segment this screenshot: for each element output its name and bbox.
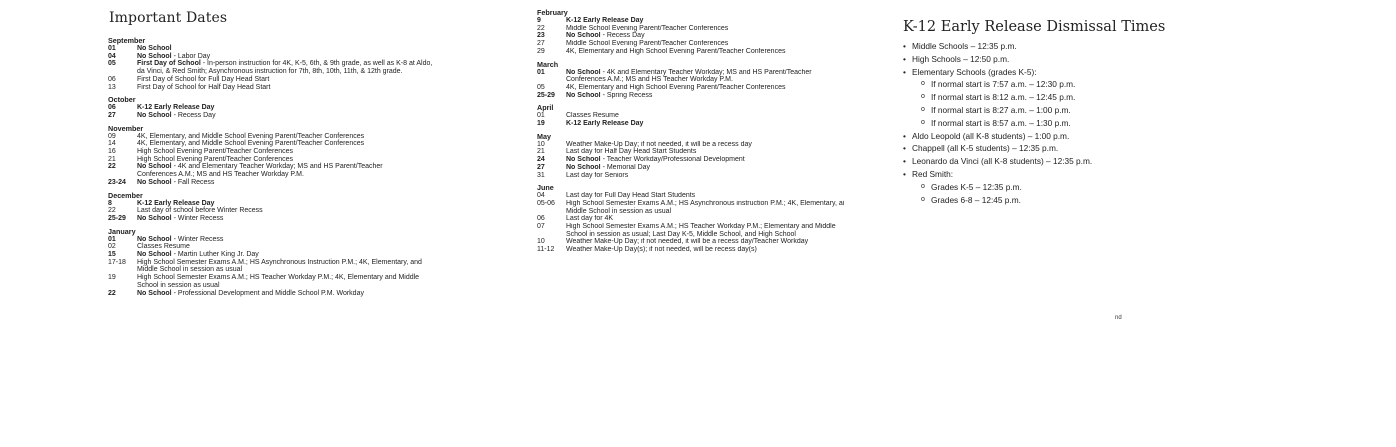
entry-date: 07 [537, 223, 545, 231]
sub-list-item: o If normal start is 8:12 a.m. – 12:45 p.m. [903, 91, 1243, 104]
important-dates-title: Important Dates [109, 10, 228, 26]
date-entry [537, 148, 872, 156]
list-item: • Middle Schools – 12:35 p.m. [903, 40, 1243, 53]
entry-description [137, 200, 528, 208]
date-entry [108, 156, 528, 164]
entry-description: Classes Resume [566, 112, 619, 120]
entry-date: 01 [108, 45, 116, 52]
entry-highlight: No School [137, 235, 172, 243]
date-entry [108, 163, 528, 178]
month-section [108, 125, 528, 187]
entry-description: Last day for 4K [566, 215, 614, 223]
date-entry [108, 140, 528, 148]
entry-description: Weather Make-Up Day; if not needed, it will be a recess day/Teacher Workday [566, 238, 809, 246]
entry-description: Middle School Evening Parent/Teacher Conferences [566, 24, 729, 32]
entry-date: 8 [108, 199, 112, 207]
date-entry [537, 112, 872, 120]
entry-description: No School - Labor Day [137, 52, 211, 60]
date-entry [537, 25, 872, 33]
entry-date: 22 [108, 289, 116, 297]
date-entry [108, 76, 528, 84]
entry-date: 06 [108, 104, 116, 112]
entry-date: 23 [537, 32, 545, 40]
middle-month-list [537, 9, 872, 254]
date-entry [537, 172, 872, 180]
entry-description: High School Semester Exams A.M.; HS Teacher Workday P.M.; 4K, Elementary and Middle School in session as usual [137, 274, 420, 289]
sub-list-item: o If normal start is 8:57 a.m. – 1:30 p.m. [903, 117, 1243, 130]
entry-description [566, 17, 872, 25]
entry-description: Last day for Full Day Head Start Students [566, 192, 696, 200]
month-section [537, 184, 872, 254]
entry-description: No School - Recess Day [137, 111, 216, 119]
entry-highlight: K-12 Early Release Day [566, 120, 644, 128]
month-heading: May [537, 131, 551, 141]
entry-highlight: No School [137, 178, 172, 186]
entry-description: No School - Spring Recess [566, 91, 653, 99]
entry-highlight: First Day of School [137, 60, 201, 68]
month-section [108, 96, 528, 119]
entry-description: No School - Martin Luther King Jr. Day [137, 251, 259, 259]
date-entry [108, 243, 528, 251]
entry-description: Weather Make-Up Day; if not needed, it will be a recess day [566, 140, 752, 148]
entry-date: 11-12 [537, 246, 555, 254]
month-heading: April [537, 103, 554, 113]
date-entry [108, 45, 528, 53]
date-entry [537, 84, 872, 92]
entry-description: First Day of School for Half Day Head Start [137, 83, 271, 91]
date-entry [108, 112, 528, 120]
entry-description: No School - 4K and Elementary Teacher Workday; MS and HS Parent/Teacher Conferences A.M.; MS and HS Teacher Workday P.M. [566, 68, 812, 84]
entry-date: 15 [108, 251, 116, 259]
month-section [108, 37, 528, 91]
sub-list-item: o If normal start is 8:27 a.m. – 1:00 p.m. [903, 104, 1243, 117]
date-entry [537, 200, 872, 215]
entry-description: Middle School Evening Parent/Teacher Conferences [566, 40, 729, 48]
entry-description: First Day of School for Full Day Head Start [137, 75, 270, 83]
entry-highlight: No School [137, 45, 172, 52]
entry-date: 04 [537, 192, 545, 200]
entry-date: 31 [537, 171, 545, 179]
entry-highlight: K-12 Early Release Day [566, 17, 644, 24]
entry-date: 23-24 [108, 178, 126, 186]
date-entry [108, 104, 528, 112]
entry-date: 10 [537, 140, 545, 148]
entry-description: Last day for Seniors [566, 171, 629, 179]
entry-date: 27 [537, 163, 545, 171]
date-entry [537, 92, 872, 100]
month-heading: January [108, 226, 136, 236]
month-heading: September [108, 36, 146, 45]
date-entry [108, 290, 528, 298]
entry-highlight: No School [566, 163, 601, 171]
entry-highlight: No School [137, 251, 172, 259]
date-entry [537, 215, 872, 223]
entry-date: 06 [537, 215, 545, 223]
date-entry [537, 32, 872, 40]
entry-date: 06 [108, 75, 116, 83]
entry-highlight: K-12 Early Release Day [137, 104, 215, 112]
entry-description: No School - Recess Day [566, 32, 645, 40]
sub-list-item: o If normal start is 7:57 a.m. – 12:30 p.m. [903, 78, 1243, 91]
entry-date: 22 [108, 163, 116, 171]
date-entry [537, 192, 872, 200]
sub-list-item: o Grades 6-8 – 12:45 p.m. [903, 194, 1243, 207]
list-item: • Elementary Schools (grades K-5): [903, 66, 1243, 79]
month-heading: March [537, 59, 559, 69]
entry-description: 4K, Elementary, and Middle School Evening Parent/Teacher Conferences [137, 140, 365, 148]
entry-description: First Day of School - In-person instruction for 4K, K-5, 6th, & 9th grade, as well as K-8 at Aldo, da Vinci, & Red Smith; Asynchronous instruction for 7th, 8th, 10th, 11th, & 12th grade. [137, 60, 433, 76]
left-month-list [108, 37, 528, 297]
important-dates-column [108, 10, 528, 302]
entry-highlight: No School [137, 163, 172, 171]
entry-date: 19 [537, 120, 545, 128]
month-section [537, 9, 872, 56]
entry-date: 05 [108, 60, 116, 68]
entry-highlight: No School [137, 289, 172, 297]
month-heading: November [108, 123, 144, 133]
month-section [537, 61, 872, 100]
entry-date: 14 [108, 140, 116, 148]
entry-highlight: No School [566, 156, 601, 164]
entry-date: 27 [537, 40, 545, 48]
entry-description: Last day for Half Day Head Start Students [566, 148, 697, 156]
entry-description: 4K, Elementary, and Middle School Evening Parent/Teacher Conferences [137, 132, 365, 140]
dismissal-times-title: K-12 Early Release Dismissal Times [903, 19, 1166, 35]
date-entry [537, 17, 872, 25]
entry-date: 22 [537, 24, 545, 32]
date-entry [537, 141, 872, 149]
list-item: • Red Smith: [903, 168, 1243, 181]
month-heading: October [108, 95, 136, 105]
date-entry [537, 40, 872, 48]
entry-date: 01 [537, 68, 545, 76]
entry-date: 19 [108, 274, 116, 282]
date-entry [108, 133, 528, 141]
dismissal-times-list [903, 40, 1243, 206]
date-entry [108, 53, 528, 61]
month-section [108, 228, 528, 298]
date-entry [537, 223, 872, 238]
entry-date: 9 [537, 17, 541, 24]
entry-highlight: No School [566, 91, 601, 99]
entry-date: 29 [537, 47, 545, 55]
date-entry [537, 69, 872, 84]
entry-date: 01 [108, 235, 116, 243]
entry-description: Classes Resume [137, 243, 190, 251]
date-entry [108, 259, 528, 274]
entry-date: 21 [108, 155, 116, 163]
entry-date: 13 [108, 83, 116, 91]
entry-date: 21 [537, 148, 545, 156]
date-entry [108, 200, 528, 208]
date-entry [537, 48, 872, 56]
entry-date: 09 [108, 132, 116, 140]
entry-date: 27 [108, 111, 116, 119]
entry-description: High School Semester Exams A.M.; HS Asynchronous Instruction P.M.; 4K, Elementary, and Middle School in session as usual [137, 258, 422, 274]
dismissal-times-column [903, 19, 1243, 206]
date-entry [537, 156, 872, 164]
entry-description: Weather Make-Up Day(s); if not needed, will be recess day(s) [566, 246, 757, 254]
date-entry [537, 164, 872, 172]
list-item: • Aldo Leopold (all K-8 students) – 1:00 p.m. [903, 130, 1243, 143]
entry-date: 22 [108, 207, 116, 215]
entry-date: 10 [537, 238, 545, 246]
entry-highlight: No School [566, 68, 601, 76]
date-entry [108, 215, 528, 223]
entry-description: Last day of school before Winter Recess [137, 207, 263, 215]
stray-text: nd [1115, 315, 1122, 321]
second-semester-column [537, 9, 872, 259]
entry-date: 01 [537, 112, 545, 120]
date-entry [108, 274, 528, 289]
date-entry [108, 236, 528, 244]
entry-description: High School Semester Exams A.M.; HS Asynchronous instruction P.M.; 4K, Elementary, ai Middle School in session as usual [566, 199, 845, 215]
entry-description: No School - Winter Recess [137, 214, 224, 222]
entry-description [137, 45, 528, 53]
entry-description: High School Semester Exams A.M.; HS Teacher Workday P.M.; Elementary and Middle School in session as usual; Last Day K-5, Middle School, and High School [566, 223, 836, 238]
entry-description: No School - Professional Development and Middle School P.M. Workday [137, 289, 364, 297]
entry-highlight: No School [137, 214, 172, 222]
entry-date: 05 [537, 83, 545, 91]
entry-description: No School - Winter Recess [137, 235, 224, 243]
month-heading: February [537, 8, 568, 17]
entry-description: 4K, Elementary and High School Evening Parent/Teacher Conferences [566, 47, 786, 55]
date-entry [108, 60, 528, 75]
date-entry [108, 179, 528, 187]
entry-date: 24 [537, 156, 545, 164]
entry-highlight: No School [566, 32, 601, 40]
month-section [537, 104, 872, 127]
date-entry [537, 238, 872, 246]
entry-description: No School - Memorial Day [566, 163, 651, 171]
list-item: • Leonardo da Vinci (all K-8 students) – 12:35 p.m. [903, 155, 1243, 168]
entry-description [137, 104, 528, 112]
date-entry [537, 120, 872, 128]
entry-description: 4K, Elementary and High School Evening Parent/Teacher Conferences [566, 83, 786, 91]
entry-description: No School - Teacher Workday/Professional Development [566, 156, 745, 164]
date-entry [537, 246, 872, 254]
month-heading: June [537, 183, 554, 193]
entry-description: High School Evening Parent/Teacher Conferences [137, 155, 294, 163]
entry-description [566, 120, 872, 128]
entry-highlight: No School [137, 111, 172, 119]
sub-list-item: o Grades K-5 – 12:35 p.m. [903, 181, 1243, 194]
entry-description: High School Evening Parent/Teacher Conferences [137, 148, 294, 156]
list-item: • High Schools – 12:50 p.m. [903, 53, 1243, 66]
entry-date: 17-18 [108, 258, 126, 266]
date-entry [108, 207, 528, 215]
entry-description: No School - 4K and Elementary Teacher Workday; MS and HS Parent/Teacher Conferences A.M.; MS and HS Teacher Workday P.M. [137, 163, 383, 179]
entry-date: 05-06 [537, 199, 555, 207]
entry-description: No School - Fall Recess [137, 178, 215, 186]
entry-date: 02 [108, 243, 116, 251]
date-entry [108, 148, 528, 156]
entry-date: 25-29 [108, 214, 126, 222]
month-heading: December [108, 190, 143, 200]
entry-date: 16 [108, 148, 116, 156]
entry-date: 04 [108, 52, 116, 60]
month-section [537, 133, 872, 180]
entry-date: 25-29 [537, 91, 555, 99]
entry-highlight: K-12 Early Release Day [137, 199, 215, 207]
month-section [108, 192, 528, 223]
list-item: • Chappell (all K-5 students) – 12:35 p.m. [903, 142, 1243, 155]
entry-highlight: No School [137, 52, 172, 60]
date-entry [108, 251, 528, 259]
date-entry [108, 84, 528, 92]
